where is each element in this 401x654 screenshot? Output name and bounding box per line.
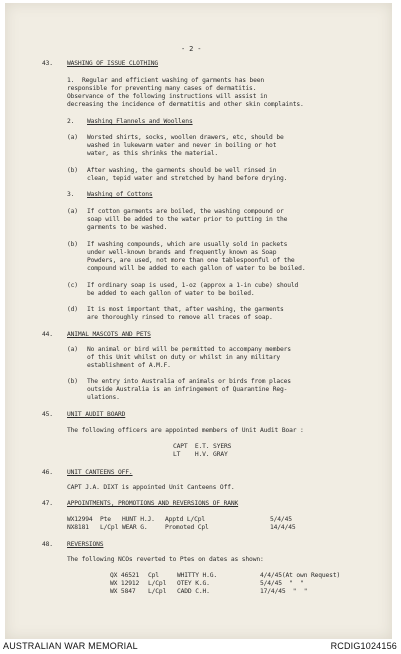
row-date: 14/4/45 [270,524,296,531]
row-action: Apptd L/Cpl [165,516,206,523]
section-heading: ANIMAL MASCOTS AND PETS [67,331,151,338]
item-text-line: ulations. [87,394,120,401]
row-service-no: WX12994 [67,516,93,523]
row-rank: Pte [100,516,111,523]
item-label: (b) [67,241,78,248]
item-text-line: under well-known brands and frequently known as Soap [87,249,277,256]
item-label: (b) [67,167,78,174]
item-text-line: If cotton garments are boiled, the washing compound or [87,208,284,215]
section-number: 48. [42,541,53,548]
section-intro: CAPT J.A. DIXT is appointed Unit Canteens Off. [67,484,235,491]
row-name: WEAR G. [122,524,148,531]
row-date: 17/4/45 " " [260,588,308,595]
subheading: Washing of Cottons [87,191,153,198]
section-heading: APPOINTMENTS, PROMOTIONS AND REVERSIONS OF RANK [67,500,239,507]
row-service-no: NX8181 [67,524,89,531]
item-text-line: establishment of A.M.F. [87,362,171,369]
row-name: OTEY K.G. [177,580,210,587]
item-text-line: If washing compounds, which are usually sold in packets [87,241,288,248]
row-date: 5/4/45 " " [260,580,304,587]
footer-source: AUSTRALIAN WAR MEMORIAL [3,641,138,651]
row-rank: Cpl [148,572,159,579]
item-text-line: washed in lukewarm water and never in boiling or hot [87,142,277,149]
item-text-line: decreasing the incidence of dermatitis and other skin complaints. [67,101,304,108]
item-label: 1. [67,77,75,84]
item-text-line: If ordinary soap is used, 1-oz (approx a 1-in cube) should [87,282,299,289]
item-text-line: The entry into Australia of animals or birds from places [87,378,291,385]
row-action: Promoted Cpl [165,524,209,531]
row-rank: L/Cpl [148,580,167,587]
item-text-line: Observance of the following instructions will assist in [67,93,268,100]
board-member: CAPT E.T. SYERS [173,443,232,450]
item-label: (a) [67,134,78,141]
item-text-line: of this Unit whilst on duty or whilst in any military [87,354,280,361]
row-date: 5/4/45 [270,516,292,523]
item-text-line: be added to each gallon of water to be boiled. [87,290,255,297]
item-text-line: Regular and efficient washing of garments has been [82,77,265,84]
section-heading: WASHING OF ISSUE CLOTHING [67,60,159,67]
item-label: (b) [67,378,78,385]
row-rank: L/Cpl [148,588,167,595]
item-text-line: outside Australia is an infringement of Quarantine Reg- [87,386,288,393]
row-service-no: WX 5847 [110,588,136,595]
item-text-line: After washing, the garments should be well rinsed in [87,167,277,174]
archive-footer [0,639,401,654]
item-text-line: soap will be added to the water prior to putting in the [87,216,288,223]
row-name: CADD C.H. [177,588,210,595]
item-label: (c) [67,282,78,289]
section-number: 47. [42,500,53,507]
row-name: HUNT H.J. [122,516,155,523]
item-text-line: Powders, are used, not more than one tablespoonful of the [87,257,295,264]
document-page [5,3,392,639]
item-text-line: compound will be added to each gallon of water to be boiled. [87,265,306,272]
board-member: LT H.V. GRAY [173,451,228,458]
item-label: 3. [67,191,75,198]
section-intro: The following officers are appointed members of Unit Audit Boar : [67,427,304,434]
row-name: WHITTY H.G. [177,572,218,579]
section-number: 43. [42,60,53,67]
section-intro: The following NCOs reverted to Ptes on dates as shown: [67,556,264,563]
item-label: (a) [67,346,78,353]
row-date: 4/4/45(At own Request) [260,572,341,579]
item-text-line: Worsted shirts, socks, woollen drawers, etc, should be [87,134,284,141]
item-text-line: water, as this shrinks the material. [87,150,219,157]
section-heading: REVERSIONS [67,541,104,548]
row-rank: L/Cpl [100,524,119,531]
row-service-no: WX 12912 [110,580,140,587]
page-number: - 2 - [181,45,202,53]
item-text-line: clean, tepid water and stretched by hand before drying. [87,175,288,182]
item-label: (a) [67,208,78,215]
subheading: Washing Flannels and Woollens [87,118,193,125]
item-text-line: garments to be washed. [87,224,168,231]
item-text-line: It is most important that, after washing, the garments [87,306,284,313]
item-text-line: are thoroughly rinsed to remove all traces of soap. [87,314,273,321]
section-number: 46. [42,469,53,476]
item-text-line: No animal or bird will be permitted to accompany members [87,346,291,353]
footer-record-id: RCDIG1024156 [330,641,397,651]
section-heading: UNIT AUDIT BOARD [67,411,126,418]
row-service-no: QX 46521 [110,572,140,579]
item-text-line: responsible for preventing many cases of dermatitis. [67,85,257,92]
item-label: (d) [67,306,78,313]
section-heading: UNIT CANTEENS OFF. [67,469,133,476]
section-number: 44. [42,331,53,338]
item-label: 2. [67,118,75,125]
section-number: 45. [42,411,53,418]
